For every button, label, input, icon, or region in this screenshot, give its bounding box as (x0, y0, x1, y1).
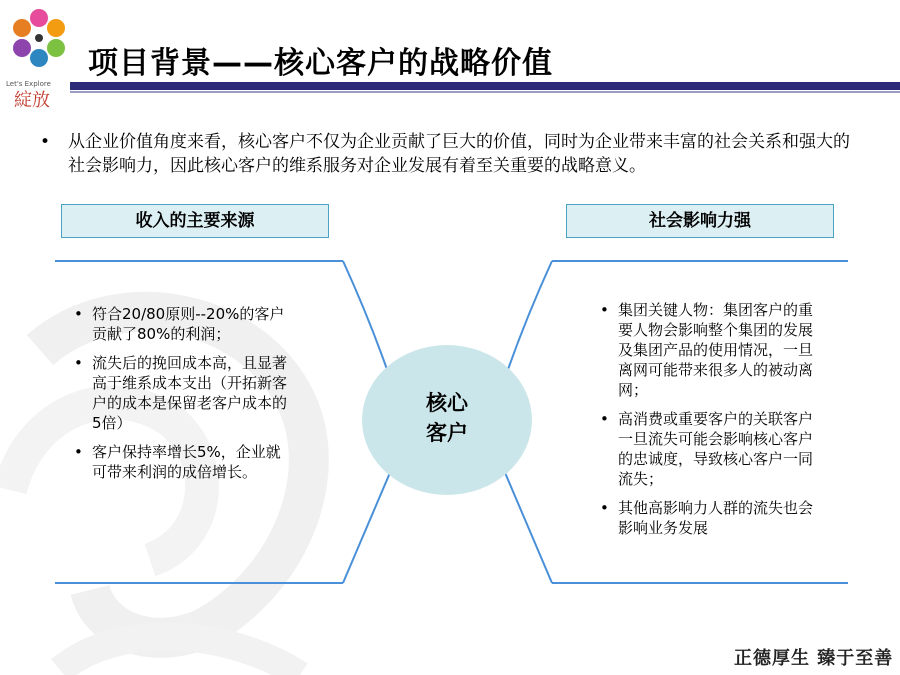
bullet: • (600, 410, 609, 428)
income-source-list (74, 304, 294, 491)
list-item (74, 353, 294, 433)
left-upper-curve (343, 261, 390, 378)
left-lower-curve (343, 468, 392, 583)
bullet: • (74, 305, 83, 323)
calligraphy-signature: 正德厚生 臻于至善 (734, 648, 894, 669)
list-item (74, 442, 294, 482)
list-item-text: 客户保持率增长5%，企业就可带来利润的成倍增长。 (92, 443, 281, 481)
core-customer-line2: 客户 (426, 421, 468, 445)
core-customer-label (362, 388, 532, 448)
bullet: • (600, 499, 609, 517)
list-item (600, 498, 818, 538)
intro-bullet: • (40, 132, 51, 152)
bullet: • (600, 301, 609, 319)
list-item-text: 符合20/80原则--20%的客户贡献了80%的利润； (92, 305, 285, 343)
list-item (600, 409, 818, 489)
core-customer-line1: 核心 (426, 391, 468, 415)
list-item-text: 流失后的挽回成本高，且显著高于维系成本支出（开拓新客户的成本是保留老客户成本的5倍） (92, 354, 288, 432)
list-item-text: 其他高影响力人群的流失也会影响业务发展 (618, 499, 814, 537)
page-title: 项目背景——核心客户的战略价值 (88, 46, 553, 81)
list-item-text: 集团关键人物：集团客户的重要人物会影响整个集团的发展及集团产品的使用情况，一旦离网可能带来很多人的被动离网； (618, 301, 814, 399)
right-upper-curve (505, 261, 552, 378)
right-lower-curve (503, 468, 552, 583)
list-item-text: 高消费或重要客户的关联客户一旦流失可能会影响核心客户的忠诚度，导致核心客户一同流失； (618, 410, 814, 488)
logo-tagline: Let's Explore (6, 80, 51, 88)
bullet: • (74, 443, 83, 461)
bullet: • (74, 354, 83, 372)
income-source-box: 收入的主要来源 (61, 204, 329, 238)
intro-text: 从企业价值角度来看，核心客户不仅为企业贡献了巨大的价值，同时为企业带来丰富的社会关系和强大的社会影响力，因此核心客户的维系服务对企业发展有着至关重要的战略意义。 (68, 132, 850, 176)
social-influence-box: 社会影响力强 (566, 204, 834, 238)
social-influence-list (600, 300, 818, 547)
list-item (74, 304, 294, 344)
list-item (600, 300, 818, 400)
logo-mark: 綻放 (14, 90, 50, 111)
